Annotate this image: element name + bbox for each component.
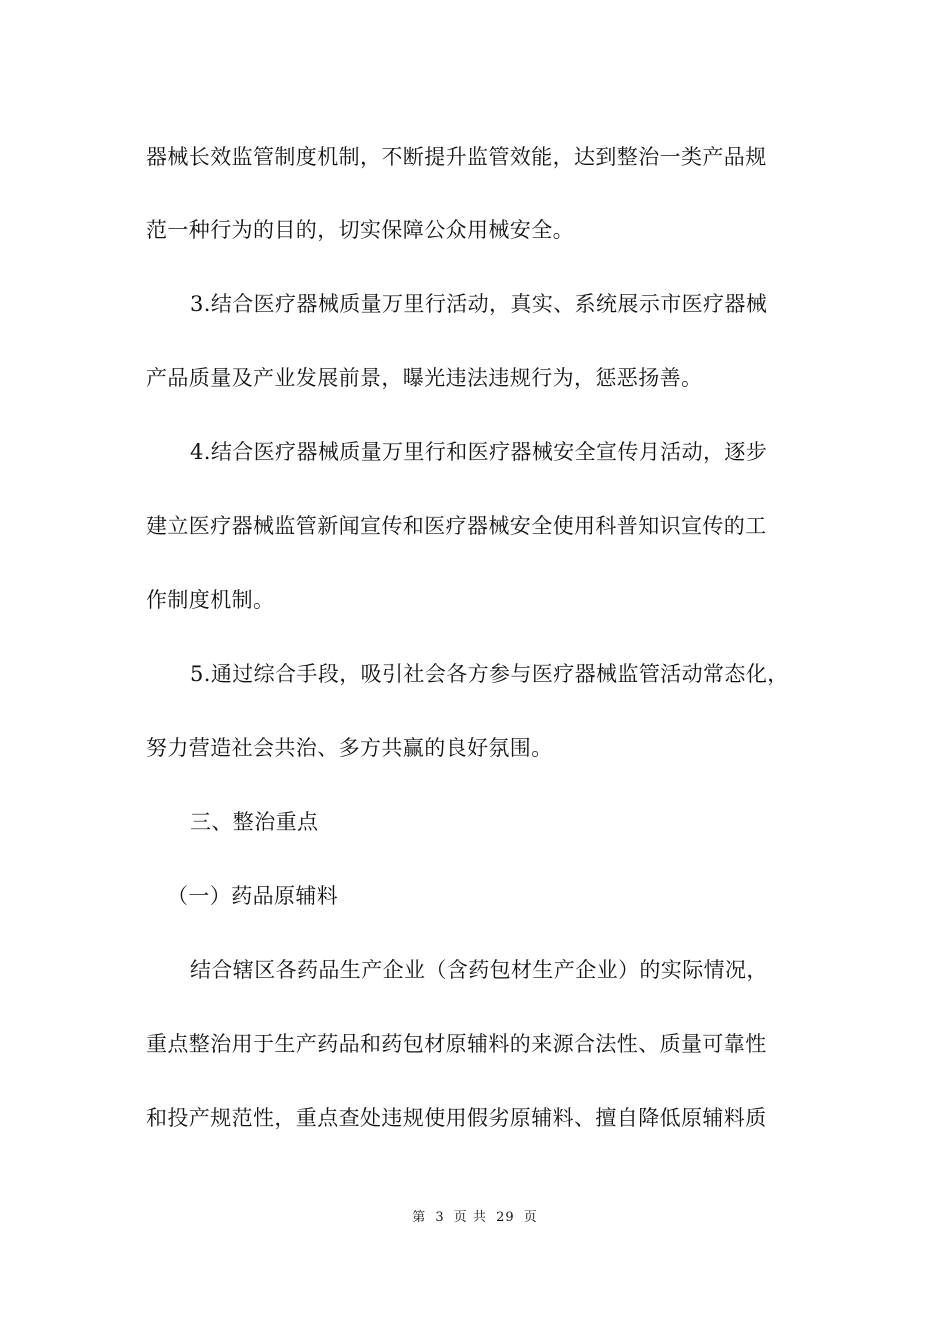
body-line-8: 5.通过综合手段，吸引社会各方参与医疗器械监管活动常态化， <box>190 662 789 686</box>
body-line-3: 3.结合医疗器械质量万里行活动，真实、系统展示市医疗器械 <box>190 292 768 316</box>
body-line-13: 重点整治用于生产药品和药包材原辅料的来源合法性、质量可靠性 <box>146 1032 767 1056</box>
body-line-4: 产品质量及产业发展前景，曝光违法违规行为，惩恶扬善。 <box>146 366 703 390</box>
section-heading: 三、整治重点 <box>190 810 319 834</box>
body-line-1: 器械长效监管制度机制，不断提升监管效能，达到整治一类产品规 <box>146 145 767 169</box>
footer-middle: 页 共 <box>453 1210 487 1225</box>
body-line-14: 和投产规范性，重点查处违规使用假劣原辅料、擅自降低原辅料质 <box>146 1106 767 1130</box>
body-line-9: 努力营造社会共治、多方共赢的良好氛围。 <box>146 736 553 760</box>
footer-total-pages: 29 <box>496 1210 515 1225</box>
body-line-6: 建立医疗器械监管新闻宣传和医疗器械安全使用科普知识宣传的工 <box>146 514 767 538</box>
body-line-2: 范一种行为的目的，切实保障公众用械安全。 <box>146 218 574 242</box>
footer-current-page: 3 <box>435 1210 445 1225</box>
body-line-5: 4.结合医疗器械质量万里行和医疗器械安全宣传月活动，逐步 <box>190 440 768 464</box>
subsection-heading: （一）药品原辅料 <box>167 884 339 908</box>
body-line-12: 结合辖区各药品生产企业（含药包材生产企业）的实际情况， <box>190 958 768 982</box>
page-footer <box>0 1208 950 1228</box>
footer-prefix: 第 <box>412 1210 427 1225</box>
body-line-7: 作制度机制。 <box>146 588 275 612</box>
footer-suffix: 页 <box>523 1210 538 1225</box>
